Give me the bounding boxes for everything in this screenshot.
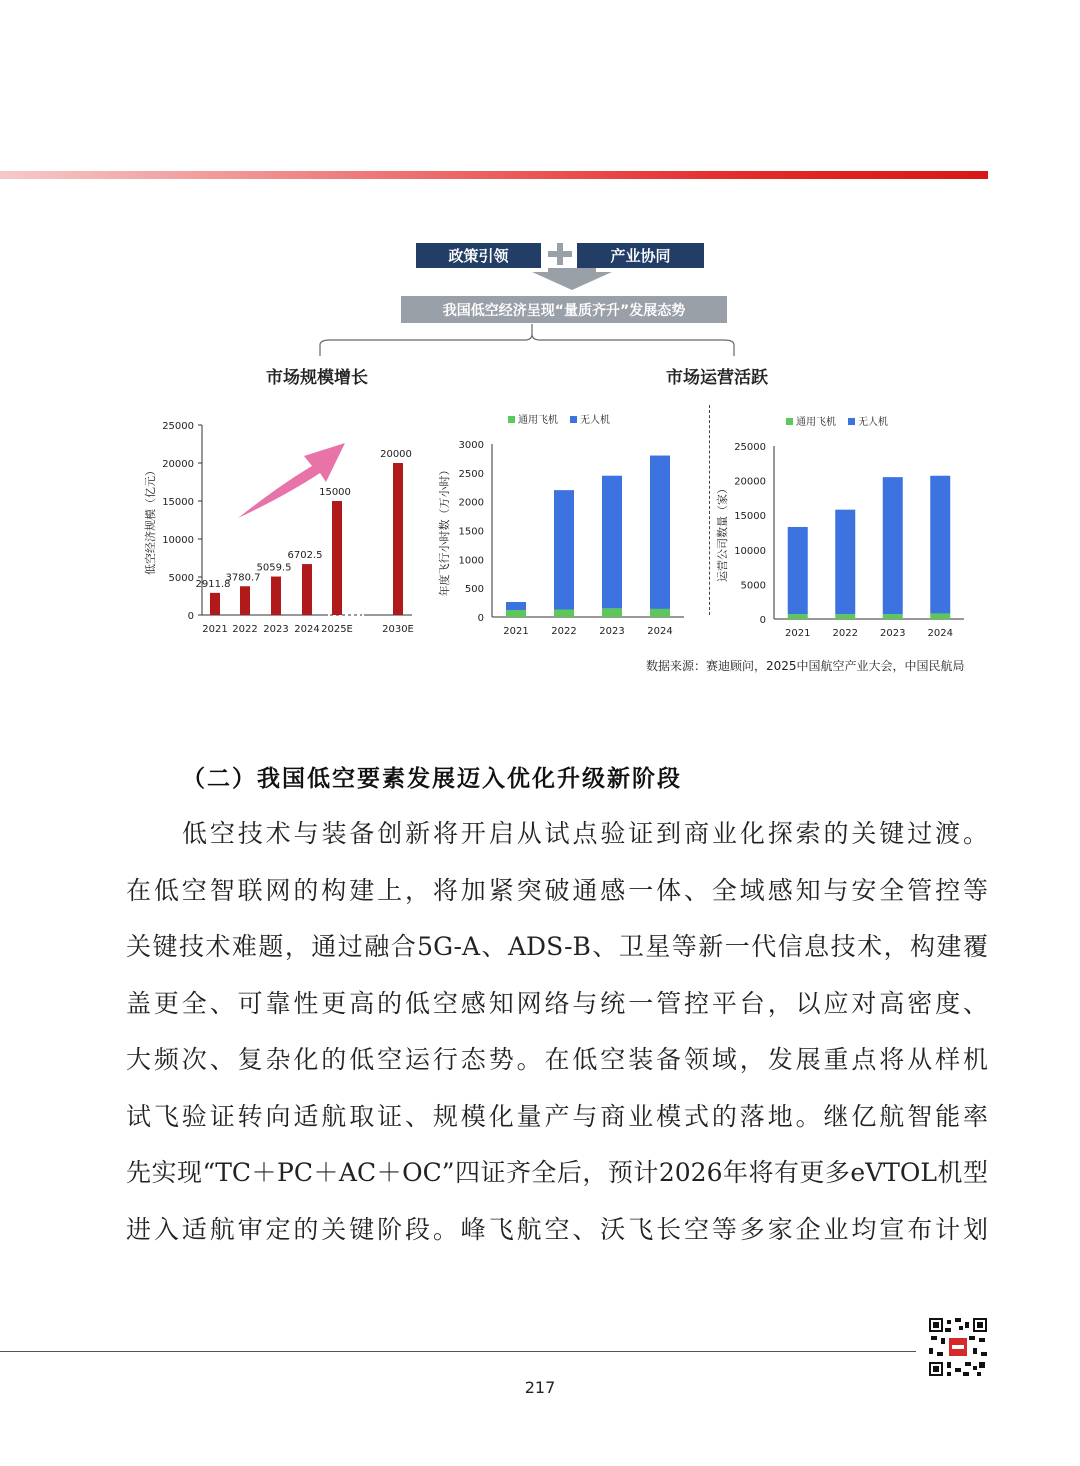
data-label: 6702.5 <box>287 550 323 562</box>
y-tick-label: 20000 <box>162 459 194 470</box>
x-tick-label: 2025E <box>321 624 353 635</box>
x-tick-label: 2022 <box>832 628 858 639</box>
data-label: 3780.7 <box>225 572 261 584</box>
y-tick-label: 10000 <box>734 545 766 557</box>
y-axis-label: 运营公司数量（家） <box>716 483 729 582</box>
body-line: 盖更全、可靠性更高的低空感知网络与统一管控平台，以应对高密度、 <box>126 988 988 1018</box>
x-tick-label: 2022 <box>232 624 258 635</box>
y-tick-label: 10000 <box>162 535 194 546</box>
y-tick-label: 25000 <box>734 442 766 453</box>
y-tick-label: 1500 <box>458 526 484 538</box>
y-tick-label: 0 <box>477 613 484 624</box>
legend-label: 无人机 <box>858 417 888 428</box>
y-tick-label: 0 <box>187 611 194 622</box>
x-tick-label: 2023 <box>263 624 289 635</box>
operator-count-chart <box>712 405 972 650</box>
y-tick-label: 20000 <box>734 476 766 488</box>
y-tick-label: 5000 <box>168 573 194 584</box>
y-axis-label: 年度飞行小时数（万小时） <box>438 464 451 597</box>
legend-swatch <box>786 418 793 425</box>
body-line: 试飞验证转向适航取证、规模化量产与商业模式的落地。继亿航智能率 <box>126 1101 988 1131</box>
bar-segment <box>883 477 903 614</box>
bar-segment <box>650 456 670 609</box>
x-tick-label: 2024 <box>927 628 953 639</box>
legend-swatch <box>570 416 577 423</box>
bar <box>302 564 312 615</box>
market-scale-chart <box>140 410 430 650</box>
bar-segment <box>602 476 622 609</box>
legend-label: 无人机 <box>580 415 610 426</box>
bar-segment <box>602 608 622 617</box>
bar <box>271 577 281 615</box>
bar-segment <box>554 610 574 617</box>
body-line: 大频次、复杂化的低空运行态势。在低空装备领域，发展重点将从样机 <box>126 1045 988 1074</box>
legend-label: 通用飞机 <box>518 415 558 426</box>
y-tick-label: 15000 <box>162 497 194 508</box>
policy-box-label: 政策引领 <box>448 247 509 265</box>
y-tick-label: 15000 <box>734 511 766 523</box>
flight-hours-chart <box>430 405 700 650</box>
chart-divider <box>709 405 710 615</box>
y-tick-label: 5000 <box>740 580 766 592</box>
x-tick-label: 2021 <box>202 624 228 635</box>
bar-segment <box>883 614 903 619</box>
y-axis-label: 低空经济规模（亿元） <box>144 465 157 575</box>
body-line: 先实现“TC＋PC＋AC＋OC”四证齐全后，预计2026年将有更多eVTOL机型 <box>126 1158 988 1187</box>
bar-segment <box>506 602 526 610</box>
y-tick-label: 2500 <box>458 468 484 480</box>
branch-left-label: 市场规模增长 <box>266 368 368 388</box>
data-label: 20000 <box>380 449 412 460</box>
bar-segment <box>930 476 950 614</box>
y-tick-label: 0 <box>759 615 766 626</box>
data-source: 数据来源：赛迪顾问，2025中国航空产业大会，中国民航局 <box>646 659 965 673</box>
body-line: 进入适航审定的关键阶段。峰飞航空、沃飞长空等多家企业均宣布计划 <box>126 1214 988 1244</box>
legend-swatch <box>508 416 515 423</box>
x-tick-label: 2024 <box>294 624 320 635</box>
upward-trend-arrow-icon <box>238 443 345 518</box>
y-tick-label: 500 <box>464 584 484 596</box>
data-label: 2911.8 <box>195 578 231 590</box>
trend-box-label: 我国低空经济呈现“量质齐升”发展态势 <box>442 302 686 319</box>
y-tick-label: 25000 <box>162 421 194 432</box>
branch-right-label: 市场运营活跃 <box>666 368 768 388</box>
page-number: 217 <box>524 1378 556 1397</box>
bar-segment <box>788 527 808 614</box>
bar-segment <box>506 610 526 617</box>
branch-connector <box>0 0 1080 370</box>
body-line: 在低空智联网的构建上，将加紧突破通感一体、全域感知与安全管控等 <box>126 875 988 905</box>
bar-segment <box>554 490 574 609</box>
footer-rule <box>0 1351 916 1352</box>
body-line: 低空技术与装备创新将开启从试点验证到商业化探索的关键过渡。 <box>182 819 988 848</box>
x-tick-label: 2022 <box>551 626 577 637</box>
x-tick-label: 2024 <box>647 626 673 637</box>
x-tick-label: 2021 <box>503 626 529 637</box>
legend-swatch <box>848 418 855 425</box>
y-tick-label: 3000 <box>458 440 484 451</box>
body-line: 关键技术难题，通过融合5G-A、ADS-B、卫星等新一代信息技术，构建覆 <box>126 932 988 961</box>
x-tick-label: 2021 <box>785 628 811 639</box>
x-tick-label: 2023 <box>880 628 906 639</box>
data-label: 5059.5 <box>256 562 292 574</box>
bar-segment <box>788 614 808 619</box>
bar <box>240 586 250 615</box>
body-paragraph <box>126 806 988 1258</box>
x-tick-label: 2023 <box>599 626 625 637</box>
industry-box-label: 产业协同 <box>610 247 671 265</box>
bar-segment <box>930 613 950 619</box>
bar <box>210 593 220 615</box>
bar-segment <box>835 510 855 614</box>
bar <box>332 501 342 615</box>
y-tick-label: 1000 <box>458 555 484 567</box>
section-heading: （二）我国低空要素发展迈入优化升级新阶段 <box>182 765 682 792</box>
y-tick-label: 2000 <box>458 497 484 509</box>
legend-label: 通用飞机 <box>796 417 836 428</box>
data-label: 15000 <box>319 487 351 498</box>
qr-code-icon[interactable] <box>929 1318 987 1376</box>
bar-segment <box>650 609 670 617</box>
bar <box>393 463 403 615</box>
bar-segment <box>835 614 855 619</box>
x-tick-label: 2030E <box>382 624 414 635</box>
